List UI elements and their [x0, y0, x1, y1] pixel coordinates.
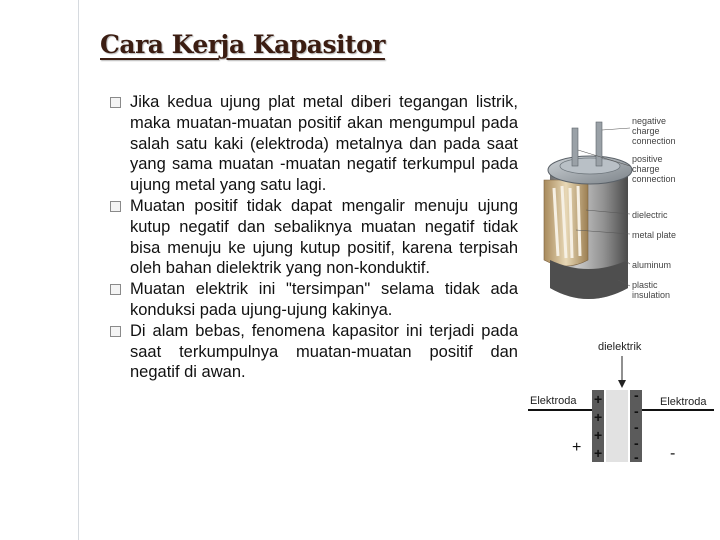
plus-charge: + [594, 409, 603, 425]
electrode-right-label: Elektroda [660, 396, 707, 408]
bullet-square-icon [110, 284, 121, 295]
negative-terminal-sign: - [670, 445, 676, 462]
bullet-list [110, 92, 518, 383]
left-divider-rule [78, 0, 79, 540]
bullet-square-icon [110, 97, 121, 108]
label-metal-plate: metal plate [632, 230, 677, 240]
plus-charge: + [594, 427, 603, 443]
label-aluminum: aluminum [632, 260, 672, 270]
plus-charge: + [594, 391, 603, 407]
label-positive-connection-2: charge [632, 164, 660, 174]
label-dielectric: dielectric [632, 210, 668, 220]
plus-charge: + [594, 445, 603, 461]
bullet-item [110, 279, 518, 321]
bullet-item [110, 196, 518, 279]
minus-charge: - [634, 403, 639, 419]
slide-title: Cara Kerja Kapasitor [100, 30, 385, 59]
label-positive-connection-3: connection [632, 174, 676, 184]
bullet-square-icon [110, 326, 121, 337]
minus-charge: - [634, 387, 639, 403]
label-negative-connection-2: charge [632, 126, 660, 136]
positive-terminal-sign: + [572, 439, 582, 456]
capacitor-cutaway-illustration [536, 110, 716, 310]
dielectric-region [606, 390, 628, 462]
bullet-text: Muatan positif tidak dapat mengalir menuju ujung kutup negatif dan sebaliknya muatan negatif tidak bisa menuju ke ujung kutup positif, karena terpisah oleh bahan dielektrik yang non-konduktif. [130, 196, 518, 278]
positive-terminal [596, 122, 602, 166]
bullet-text: Di alam bebas, fenomena kapasitor ini terjadi pada saat terkumpulnya muatan-muatan positif dan negatif di awan. [130, 321, 518, 382]
bullet-square-icon [110, 201, 121, 212]
minus-charge: - [634, 449, 639, 465]
minus-charge: - [634, 435, 639, 451]
label-negative-connection-1: negative [632, 116, 667, 126]
minus-charge: - [634, 419, 639, 435]
label-positive-connection-1: positive [632, 154, 663, 164]
parallel-plate-diagram [528, 338, 718, 468]
label-negative-connection-3: connection [632, 136, 676, 146]
electrode-left-label: Elektroda [530, 395, 577, 407]
dielectric-arrowhead-icon [618, 380, 626, 388]
dielectric-label: dielektrik [598, 341, 642, 353]
bullet-text: Jika kedua ujung plat metal diberi tegangan listrik, maka muatan-muatan positif akan mengumpul pada salah satu kaki (elektroda) metalnya dan pada saat yang sama muatan -muatan negatif terkumpul pada ujung metal yang satu lagi. [130, 93, 518, 195]
negative-terminal [572, 128, 578, 166]
label-insulation-2: insulation [632, 290, 671, 300]
bullet-item [110, 321, 518, 383]
bullet-item [110, 92, 518, 196]
label-insulation-1: plastic [632, 280, 658, 290]
bullet-text: Muatan elektrik ini "tersimpan" selama tidak ada konduksi pada ujung-ujung kakinya. [130, 280, 518, 319]
